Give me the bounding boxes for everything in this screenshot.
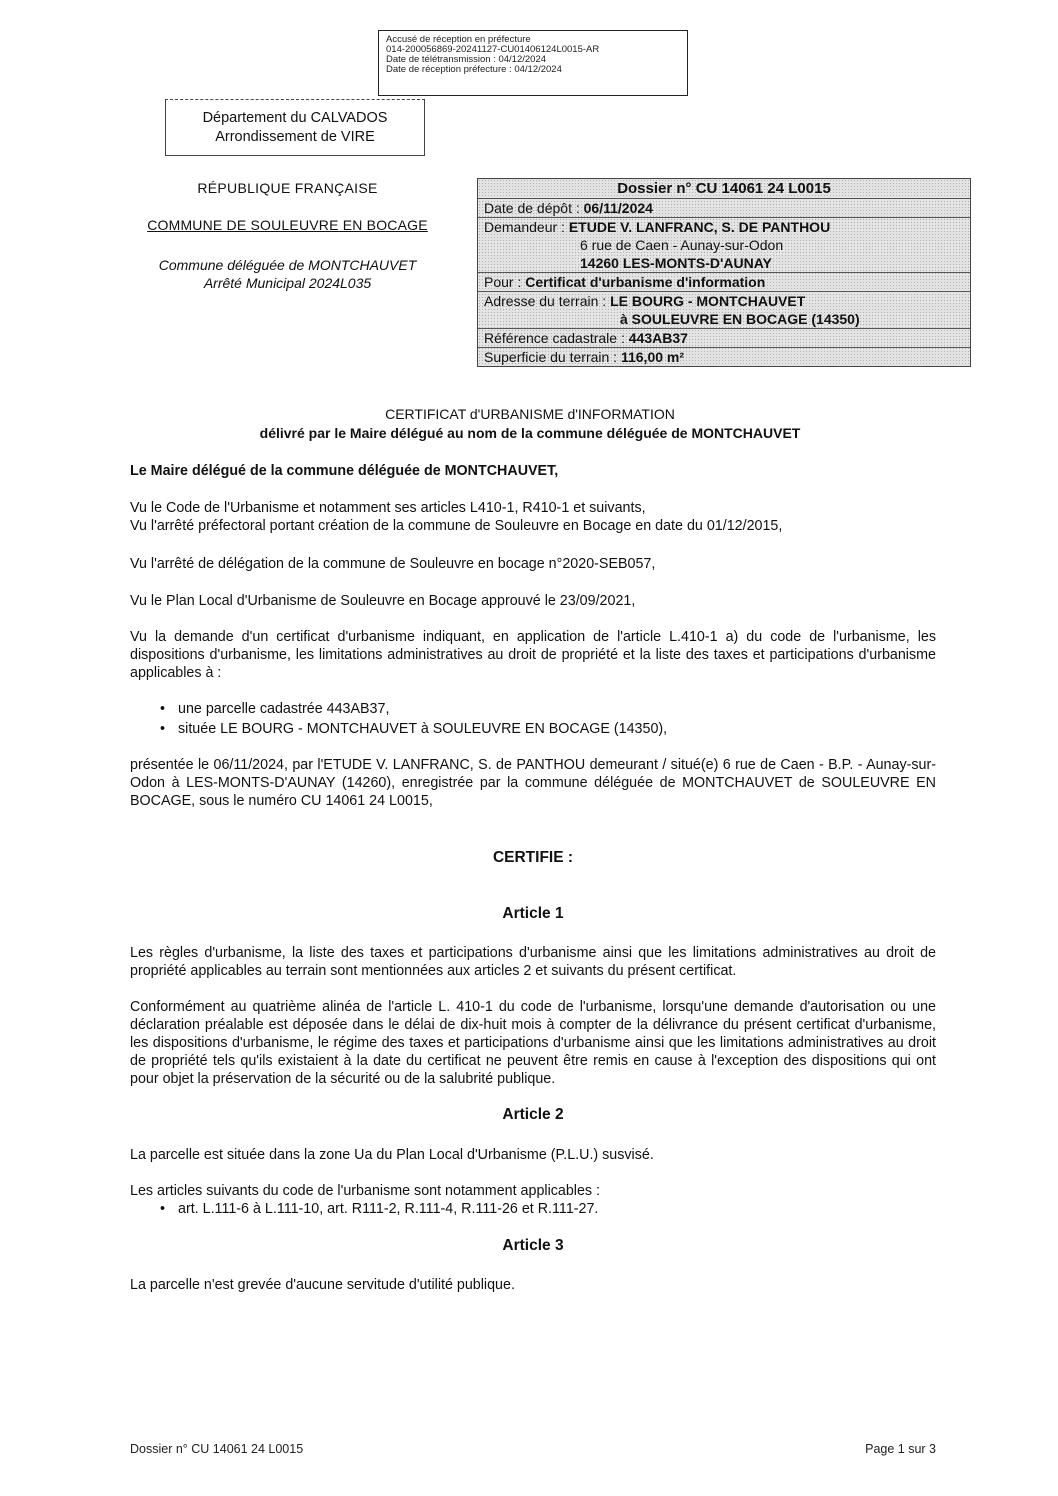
vu-demande: Vu la demande d'un certificat d'urbanisme indiquant, en application de l'article L.410-1 a) du code de l'urbanisme, les dispositions d'urbanisme, les limitations administratives au droit de propriété et la liste des taxes et participations d'urbanisme applicables à : bbox=[130, 629, 936, 681]
footer-dossier-number: Dossier n° CU 14061 24 L0015 bbox=[130, 1442, 304, 1456]
stamp-line: Date de télétransmission : 04/12/2024 bbox=[386, 54, 547, 65]
department-name: Département du CALVADOS bbox=[202, 110, 388, 126]
reception-stamp bbox=[378, 30, 688, 96]
department-box bbox=[165, 99, 425, 156]
certificate-subtitle: délivré par le Maire délégué au nom de la commune déléguée de MONTCHAUVET bbox=[259, 425, 801, 441]
purpose-value: Certificat d'urbanisme d'information bbox=[525, 274, 766, 290]
applicant-street: 6 rue de Caen - Aunay-sur-Odon bbox=[580, 237, 784, 253]
stamp-line: Date de réception préfecture : 04/12/2024 bbox=[386, 64, 562, 75]
article-2-paragraph-2: Les articles suivants du code de l'urbanisme sont notamment applicables : bbox=[130, 1183, 601, 1199]
area-label: Superficie du terrain : bbox=[484, 349, 621, 365]
address-label: Adresse du terrain : bbox=[484, 293, 611, 309]
article-2-list bbox=[130, 1200, 936, 1218]
dossier-area-row bbox=[478, 348, 970, 366]
list-item: • une parcelle cadastrée 443AB37, bbox=[130, 700, 936, 718]
list-item: • art. L.111-6 à L.111-10, art. R111-2, R.111-4, R.111-26 et R.111-27. bbox=[130, 1200, 936, 1218]
vu-delegation: Vu l'arrêté de délégation de la commune de Souleuvre en bocage n°2020-SEB057, bbox=[130, 556, 656, 572]
certificate-title-block bbox=[130, 405, 930, 443]
stamp-line: 014-200056869-20241127-CU01406124L0015-AR bbox=[386, 44, 600, 55]
presented-paragraph: présentée le 06/11/2024, par l'ETUDE V. LANFRANC, S. de PANTHOU demeurant / situé(e) 6 rue de Caen - B.P. - Aunay-sur-Odon à LES-MONTS-D'AUNAY (14260), enregistrée par la commune déléguée de MONTCHAUVET de SOULEUVRE EN BOCAGE, sous le numéro CU 14061 24 L0015, bbox=[130, 757, 936, 809]
vu-prefectoral: Vu l'arrêté préfectoral portant création de la commune de Souleuvre en Bocage en date du 01/12/2015, bbox=[130, 518, 783, 534]
arrondissement-name: Arrondissement de VIRE bbox=[215, 129, 375, 145]
commune-heading: COMMUNE DE SOULEUVRE EN BOCAGE bbox=[147, 217, 428, 233]
article-1-paragraph-2: Conformément au quatrième alinéa de l'article L. 410-1 du code de l'urbanisme, lorsqu'une demande d'autorisation ou une déclaration préalable est déposée dans le délai de dix-huit mois à compter de la délivrance du présent certificat d'urbanisme, les dispositions d'urbanisme, le régime des taxes et participations d'urbanisme ainsi que les limitations administratives au droit de propriété tels qu'ils existaient à la date du certificat ne peuvent être remis en cause à l'exception des dispositions qui ont pour objet la préservation de la sécurité ou de la salubrité publique. bbox=[130, 999, 936, 1087]
article-1-heading: Article 1 bbox=[502, 905, 564, 922]
parcel-list bbox=[130, 700, 936, 738]
republic-heading: RÉPUBLIQUE FRANÇAISE bbox=[197, 180, 378, 196]
mayor-line: Le Maire délégué de la commune déléguée de MONTCHAUVET, bbox=[130, 463, 559, 479]
date-label: Date de dépôt : bbox=[484, 200, 584, 216]
dossier-cadastral-row bbox=[478, 329, 970, 348]
address-line2: à SOULEUVRE EN BOCAGE (14350) bbox=[620, 311, 860, 327]
stamp-line: Accusé de réception en préfecture bbox=[386, 34, 531, 45]
dossier-number: Dossier n° CU 14061 24 L0015 bbox=[478, 179, 970, 199]
article-1-paragraph-1: Les règles d'urbanisme, la liste des taxes et participations d'urbanisme ainsi que les limitations administratives au droit de propriété applicables au terrain sont mentionnées aux articles 2 et suivants du présent certificat. bbox=[130, 945, 936, 979]
delegated-commune-name: Commune déléguée de MONTCHAUVET bbox=[158, 257, 417, 273]
dossier-date-row bbox=[478, 199, 970, 218]
dossier-purpose-row bbox=[478, 273, 970, 292]
article-3-paragraph-1: La parcelle n'est grevée d'aucune servitude d'utilité publique. bbox=[130, 1277, 515, 1293]
article-2-paragraph-1: La parcelle est située dans la zone Ua du Plan Local d'Urbanisme (P.L.U.) susvisé. bbox=[130, 1147, 654, 1163]
cadastral-value: 443AB37 bbox=[628, 330, 688, 346]
applicant-name: ETUDE V. LANFRANC, S. DE PANTHOU bbox=[568, 219, 831, 235]
dossier-address-row bbox=[478, 292, 970, 329]
dossier-info-box bbox=[477, 178, 971, 367]
purpose-label: Pour : bbox=[484, 274, 526, 290]
article-3-heading: Article 3 bbox=[502, 1237, 564, 1254]
area-value: 116,00 m² bbox=[620, 349, 685, 365]
article-2-heading: Article 2 bbox=[502, 1106, 564, 1123]
vu-code: Vu le Code de l'Urbanisme et notamment ses articles L410-1, R410-1 et suivants, bbox=[130, 500, 646, 516]
date-value: 06/11/2024 bbox=[583, 200, 653, 216]
dossier-applicant-row bbox=[478, 218, 970, 273]
certificate-title: CERTIFICAT d'URBANISME d'INFORMATION bbox=[385, 406, 675, 422]
address-line1: LE BOURG - MONTCHAUVET bbox=[610, 293, 806, 309]
vu-plu: Vu le Plan Local d'Urbanisme de Souleuvre en Bocage approuvé le 23/09/2021, bbox=[130, 593, 636, 609]
arrete-number: Arrêté Municipal 2024L035 bbox=[203, 275, 372, 291]
applicant-city: 14260 LES-MONTS-D'AUNAY bbox=[580, 255, 772, 271]
certifie-heading: CERTIFIE : bbox=[492, 849, 574, 866]
page-number: Page 1 sur 3 bbox=[865, 1442, 936, 1456]
list-item: • située LE BOURG - MONTCHAUVET à SOULEUVRE EN BOCAGE (14350), bbox=[130, 720, 936, 738]
cadastral-label: Référence cadastrale : bbox=[484, 330, 629, 346]
delegated-commune bbox=[120, 256, 455, 292]
applicant-label: Demandeur : bbox=[484, 219, 569, 235]
